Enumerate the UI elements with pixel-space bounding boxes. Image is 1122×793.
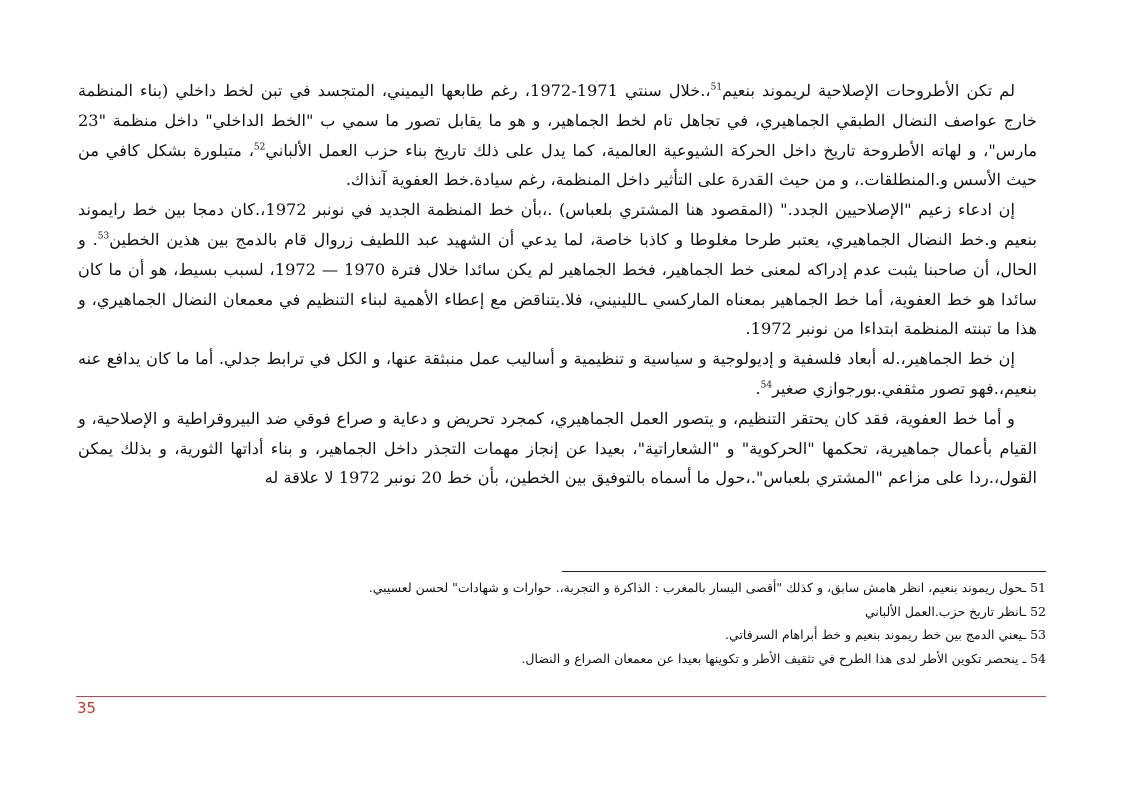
footnote-ref-53[interactable]: 53 <box>97 231 110 242</box>
footnote-54: 54 ـ ينحصر تكوين الأطر لدى هذا الطرح في تثقيف الأطر و تكوينها بعيدا عن معمعان الصراع و النضال. <box>521 650 1046 666</box>
paragraph-4 <box>78 404 1037 493</box>
footnote-53: 53 ـيعني الدمج بين خط ريموند بنعيم و خط أبراهام السرفاتي. <box>725 627 1046 642</box>
page-footer-rule <box>76 696 1046 697</box>
paragraph-1-text-c: ، متبلورة بشكل كافي من حيث الأسس و.المنطلقات.، و من حيث القدرة على التأثير داخل المنظمة، رغم سيادة.خط العفوية آنذاك. <box>78 140 1037 190</box>
paragraph-1-text-b: ،.خلال سنتي 1971-1972، رغم طابعها اليميني، المتجسد في تبن لخط داخلي (بناء المنظمة خارج عواصف النضال الطبقي الجماهيري، في تجاهل تام لخط الجماهير، و هو ما يقابل تصور ما سمي ب "الخط الداخلي" داخل منظمة "23 مارس"، و لهاته الأطروحة تاريخ داخل الحركة الشيوعية العالمية، كما يدل على ذلك تاريخ بناء حزب العمل الألباني <box>78 81 1037 160</box>
paragraph-3 <box>78 344 1037 404</box>
paragraph-4-text-a: و أما خط العفوية، فقد كان يحتقر التنظيم، و يتصور العمل الجماهيري، كمجرد تحريض و دعاية و صراع فوقي ضد البيروقراطية و الإصلاحية، و القيام بأعمال جماهيرية، تحكمها "الحركوية" و "الشعاراتية"، بعيدا عن إنجاز مهمات التجذر داخل الجماهير، و بناء أداتها الثورية، و بذلك يمكن القول،.ردا على مزاعم "المشتري بلعباس".،حول ما أسماه بالتوفيق بين الخطين، بأن خط 20 نونبر 1972 لا علاقة له <box>78 408 1037 488</box>
footnote-ref-51[interactable]: 51 <box>710 82 723 93</box>
main-body-text <box>78 76 1037 493</box>
footnotes <box>300 576 1046 670</box>
paragraph-3-text-a: إن خط الجماهير،.له أبعاد فلسفية و إديولوجية و سياسية و تنظيمية و أساليب عمل منبثقة عنها، و الكل في ترابط جدلي. أما ما كان يدافع عنه بنعيم،.فهو تصور مثقفي.بورجوازي صغير <box>78 349 1037 398</box>
paragraph-3-text-b: . <box>755 378 761 398</box>
footnote-ref-54[interactable]: 54 <box>760 380 773 391</box>
footnote-51: 51 ـحول ريموند بنعيم، انظر هامش سابق، و كذلك "أقصى اليسار بالمغرب : الذاكرة و التجربة،. حوارات و شهادات" لحسن لعسيبي. <box>368 580 1046 595</box>
paragraph-2-text-b: . و الحال، أن صاحبنا يثبت عدم إدراكه لمعنى خط الجماهير، فخط الجماهير لم يكن سائدا خلال فترة 1970 — 1972، لسبب بسيط، هو أن ما كان سائدا هو خط العفوية، أما خط الجماهير بمعناه الماركسي ـاللينيني، فلا.يتناقض مع إعطاء الأهمية لبناء التنظيم في معمعان النضال الجماهيري، و هذا ما تبنته المنظمة ابتداءا من نونبر 1972. <box>78 229 1037 339</box>
footnote-52: 52 ـانظر تاريخ حزب.العمل الألباني <box>864 603 1046 619</box>
paragraph-2 <box>78 195 1037 344</box>
paragraph-1-text-a: لم تكن الأطروحات الإصلاحية لريموند بنعيم <box>722 81 1016 100</box>
footnote-separator <box>562 571 1046 572</box>
paragraph-1 <box>78 76 1037 195</box>
footnote-ref-52[interactable]: 52 <box>253 142 266 153</box>
paragraph-2-text-a: إن ادعاء زعيم "الإصلاحيين الجدد." (المقصود هنا المشتري بلعباس) .،بأن خط المنظمة الجديد في نونبر 1972،.كان دمجا بين خط رايموند بنعيم و.خط النضال الجماهيري، يعتبر طرحا مغلوطا و كاذبا خاصة، لما يدعي أن الشهيد عبد اللطيف زروال قام بالدمج بين هذين الخطين <box>78 200 1037 249</box>
page-number: 35 <box>77 699 97 717</box>
